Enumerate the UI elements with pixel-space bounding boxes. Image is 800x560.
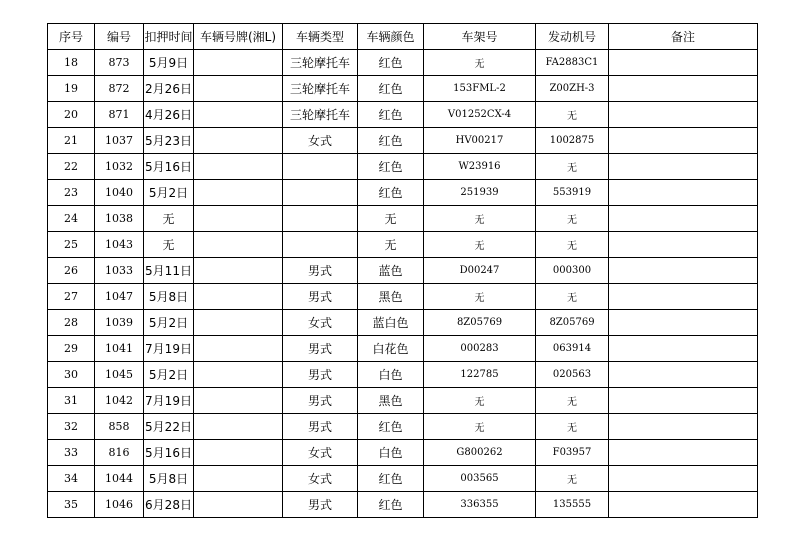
- vehicle-type-cell: 三轮摩托车: [283, 102, 358, 128]
- seizure-date-cell: 无: [144, 206, 194, 232]
- table-body: [48, 50, 758, 518]
- vehicle-color-cell: 红色: [358, 414, 424, 440]
- serial-number-cell: 22: [48, 154, 95, 180]
- remarks-cell: [609, 310, 758, 336]
- frame-number-cell: 336355: [424, 492, 536, 518]
- engine-number-cell: 000300: [536, 258, 609, 284]
- license-plate-cell: [194, 492, 283, 518]
- vehicle-type-cell: [283, 206, 358, 232]
- engine-number-cell: Z00ZH-3: [536, 76, 609, 102]
- table-row: [48, 414, 758, 440]
- engine-number-cell: FA2883C1: [536, 50, 609, 76]
- table-row: [48, 258, 758, 284]
- seizure-date-cell: 5月9日: [144, 50, 194, 76]
- remarks-cell: [609, 50, 758, 76]
- code-cell: 1033: [95, 258, 144, 284]
- frame-number-cell: 8Z05769: [424, 310, 536, 336]
- table-row: [48, 102, 758, 128]
- code-cell: 1039: [95, 310, 144, 336]
- vehicle-type-cell: 男式: [283, 388, 358, 414]
- code-cell: 1037: [95, 128, 144, 154]
- remarks-cell: [609, 466, 758, 492]
- frame-number-cell: 无: [424, 50, 536, 76]
- frame-number-cell: 153FML-2: [424, 76, 536, 102]
- engine-number-cell: 无: [536, 284, 609, 310]
- header-frame-number: 车架号: [424, 24, 536, 50]
- vehicle-color-cell: 白色: [358, 440, 424, 466]
- seizure-date-cell: 5月16日: [144, 154, 194, 180]
- vehicle-type-cell: 女式: [283, 466, 358, 492]
- header-seizure-date: 扣押时间: [144, 24, 194, 50]
- table-row: [48, 466, 758, 492]
- seizure-date-cell: 无: [144, 232, 194, 258]
- seizure-date-cell: 7月19日: [144, 388, 194, 414]
- license-plate-cell: [194, 440, 283, 466]
- table-header: [48, 24, 758, 50]
- frame-number-cell: HV00217: [424, 128, 536, 154]
- table-row: [48, 206, 758, 232]
- code-cell: 1043: [95, 232, 144, 258]
- engine-number-cell: 无: [536, 232, 609, 258]
- seizure-date-cell: 5月8日: [144, 284, 194, 310]
- engine-number-cell: 无: [536, 414, 609, 440]
- license-plate-cell: [194, 232, 283, 258]
- frame-number-cell: 122785: [424, 362, 536, 388]
- serial-number-cell: 29: [48, 336, 95, 362]
- code-cell: 858: [95, 414, 144, 440]
- code-cell: 872: [95, 76, 144, 102]
- header-engine-number: 发动机号: [536, 24, 609, 50]
- code-cell: 1038: [95, 206, 144, 232]
- license-plate-cell: [194, 102, 283, 128]
- vehicle-type-cell: 男式: [283, 258, 358, 284]
- vehicle-color-cell: 红色: [358, 102, 424, 128]
- vehicle-type-cell: 女式: [283, 440, 358, 466]
- engine-number-cell: 无: [536, 388, 609, 414]
- code-cell: 1040: [95, 180, 144, 206]
- engine-number-cell: F03957: [536, 440, 609, 466]
- remarks-cell: [609, 362, 758, 388]
- vehicle-type-cell: 男式: [283, 492, 358, 518]
- seizure-date-cell: 5月2日: [144, 310, 194, 336]
- vehicle-color-cell: 红色: [358, 154, 424, 180]
- frame-number-cell: 251939: [424, 180, 536, 206]
- license-plate-cell: [194, 180, 283, 206]
- serial-number-cell: 24: [48, 206, 95, 232]
- engine-number-cell: 无: [536, 102, 609, 128]
- license-plate-cell: [194, 258, 283, 284]
- vehicle-type-cell: 男式: [283, 284, 358, 310]
- engine-number-cell: 8Z05769: [536, 310, 609, 336]
- vehicle-color-cell: 黑色: [358, 284, 424, 310]
- license-plate-cell: [194, 76, 283, 102]
- license-plate-cell: [194, 336, 283, 362]
- license-plate-cell: [194, 414, 283, 440]
- table-row: [48, 492, 758, 518]
- serial-number-cell: 18: [48, 50, 95, 76]
- code-cell: 1032: [95, 154, 144, 180]
- code-cell: 1047: [95, 284, 144, 310]
- vehicle-color-cell: 红色: [358, 466, 424, 492]
- vehicle-type-cell: 女式: [283, 310, 358, 336]
- vehicle-color-cell: 红色: [358, 492, 424, 518]
- vehicle-color-cell: 红色: [358, 76, 424, 102]
- frame-number-cell: 000283: [424, 336, 536, 362]
- remarks-cell: [609, 128, 758, 154]
- vehicle-color-cell: 黑色: [358, 388, 424, 414]
- vehicle-color-cell: 无: [358, 206, 424, 232]
- engine-number-cell: 无: [536, 466, 609, 492]
- vehicle-color-cell: 红色: [358, 128, 424, 154]
- vehicle-color-cell: 红色: [358, 180, 424, 206]
- seizure-date-cell: 5月16日: [144, 440, 194, 466]
- remarks-cell: [609, 102, 758, 128]
- remarks-cell: [609, 440, 758, 466]
- engine-number-cell: 553919: [536, 180, 609, 206]
- remarks-cell: [609, 76, 758, 102]
- remarks-cell: [609, 232, 758, 258]
- vehicle-type-cell: [283, 180, 358, 206]
- remarks-cell: [609, 180, 758, 206]
- header-remarks: 备注: [609, 24, 758, 50]
- remarks-cell: [609, 284, 758, 310]
- seizure-date-cell: 5月2日: [144, 362, 194, 388]
- engine-number-cell: 无: [536, 206, 609, 232]
- vehicle-type-cell: 男式: [283, 336, 358, 362]
- remarks-cell: [609, 388, 758, 414]
- seizure-date-cell: 5月2日: [144, 180, 194, 206]
- frame-number-cell: D00247: [424, 258, 536, 284]
- engine-number-cell: 无: [536, 154, 609, 180]
- license-plate-cell: [194, 154, 283, 180]
- serial-number-cell: 23: [48, 180, 95, 206]
- seizure-date-cell: 6月28日: [144, 492, 194, 518]
- license-plate-cell: [194, 388, 283, 414]
- vehicle-color-cell: 红色: [358, 50, 424, 76]
- frame-number-cell: 003565: [424, 466, 536, 492]
- engine-number-cell: 1002875: [536, 128, 609, 154]
- vehicle-color-cell: 蓝白色: [358, 310, 424, 336]
- table-row: [48, 76, 758, 102]
- frame-number-cell: 无: [424, 206, 536, 232]
- license-plate-cell: [194, 50, 283, 76]
- license-plate-cell: [194, 310, 283, 336]
- seizure-date-cell: 5月23日: [144, 128, 194, 154]
- serial-number-cell: 20: [48, 102, 95, 128]
- engine-number-cell: 135555: [536, 492, 609, 518]
- vehicle-color-cell: 白色: [358, 362, 424, 388]
- vehicle-type-cell: [283, 154, 358, 180]
- seized-vehicle-table: [47, 23, 758, 518]
- license-plate-cell: [194, 362, 283, 388]
- serial-number-cell: 34: [48, 466, 95, 492]
- serial-number-cell: 27: [48, 284, 95, 310]
- seizure-date-cell: 2月26日: [144, 76, 194, 102]
- remarks-cell: [609, 414, 758, 440]
- serial-number-cell: 32: [48, 414, 95, 440]
- serial-number-cell: 33: [48, 440, 95, 466]
- header-serial-number: 序号: [48, 24, 95, 50]
- header-vehicle-type: 车辆类型: [283, 24, 358, 50]
- table-row: [48, 440, 758, 466]
- seizure-date-cell: 5月22日: [144, 414, 194, 440]
- code-cell: 1044: [95, 466, 144, 492]
- serial-number-cell: 30: [48, 362, 95, 388]
- serial-number-cell: 25: [48, 232, 95, 258]
- seizure-date-cell: 4月26日: [144, 102, 194, 128]
- frame-number-cell: 无: [424, 284, 536, 310]
- seizure-date-cell: 7月19日: [144, 336, 194, 362]
- code-cell: 1042: [95, 388, 144, 414]
- table-row: [48, 50, 758, 76]
- serial-number-cell: 26: [48, 258, 95, 284]
- serial-number-cell: 31: [48, 388, 95, 414]
- frame-number-cell: 无: [424, 388, 536, 414]
- frame-number-cell: 无: [424, 232, 536, 258]
- serial-number-cell: 21: [48, 128, 95, 154]
- license-plate-cell: [194, 284, 283, 310]
- header-vehicle-color: 车辆颜色: [358, 24, 424, 50]
- table-row: [48, 284, 758, 310]
- vehicle-type-cell: 三轮摩托车: [283, 76, 358, 102]
- remarks-cell: [609, 206, 758, 232]
- vehicle-type-cell: 三轮摩托车: [283, 50, 358, 76]
- frame-number-cell: W23916: [424, 154, 536, 180]
- vehicle-type-cell: 男式: [283, 362, 358, 388]
- seizure-date-cell: 5月11日: [144, 258, 194, 284]
- remarks-cell: [609, 258, 758, 284]
- remarks-cell: [609, 336, 758, 362]
- frame-number-cell: G800262: [424, 440, 536, 466]
- table-row: [48, 128, 758, 154]
- serial-number-cell: 28: [48, 310, 95, 336]
- table-row: [48, 310, 758, 336]
- table-row: [48, 388, 758, 414]
- table-row: [48, 362, 758, 388]
- table-row: [48, 180, 758, 206]
- remarks-cell: [609, 154, 758, 180]
- code-cell: 873: [95, 50, 144, 76]
- serial-number-cell: 19: [48, 76, 95, 102]
- frame-number-cell: 无: [424, 414, 536, 440]
- header-license-plate: 车辆号牌(湘L): [194, 24, 283, 50]
- code-cell: 816: [95, 440, 144, 466]
- code-cell: 1045: [95, 362, 144, 388]
- engine-number-cell: 063914: [536, 336, 609, 362]
- serial-number-cell: 35: [48, 492, 95, 518]
- header-code: 编号: [95, 24, 144, 50]
- remarks-cell: [609, 492, 758, 518]
- table-row: [48, 336, 758, 362]
- vehicle-type-cell: [283, 232, 358, 258]
- vehicle-color-cell: 蓝色: [358, 258, 424, 284]
- seizure-date-cell: 5月8日: [144, 466, 194, 492]
- engine-number-cell: 020563: [536, 362, 609, 388]
- code-cell: 1041: [95, 336, 144, 362]
- table-row: [48, 154, 758, 180]
- code-cell: 1046: [95, 492, 144, 518]
- vehicle-type-cell: 女式: [283, 128, 358, 154]
- frame-number-cell: V01252CX-4: [424, 102, 536, 128]
- vehicle-color-cell: 白花色: [358, 336, 424, 362]
- vehicle-color-cell: 无: [358, 232, 424, 258]
- table-row: [48, 232, 758, 258]
- code-cell: 871: [95, 102, 144, 128]
- license-plate-cell: [194, 128, 283, 154]
- header-row: [48, 24, 758, 50]
- vehicle-type-cell: 男式: [283, 414, 358, 440]
- license-plate-cell: [194, 206, 283, 232]
- license-plate-cell: [194, 466, 283, 492]
